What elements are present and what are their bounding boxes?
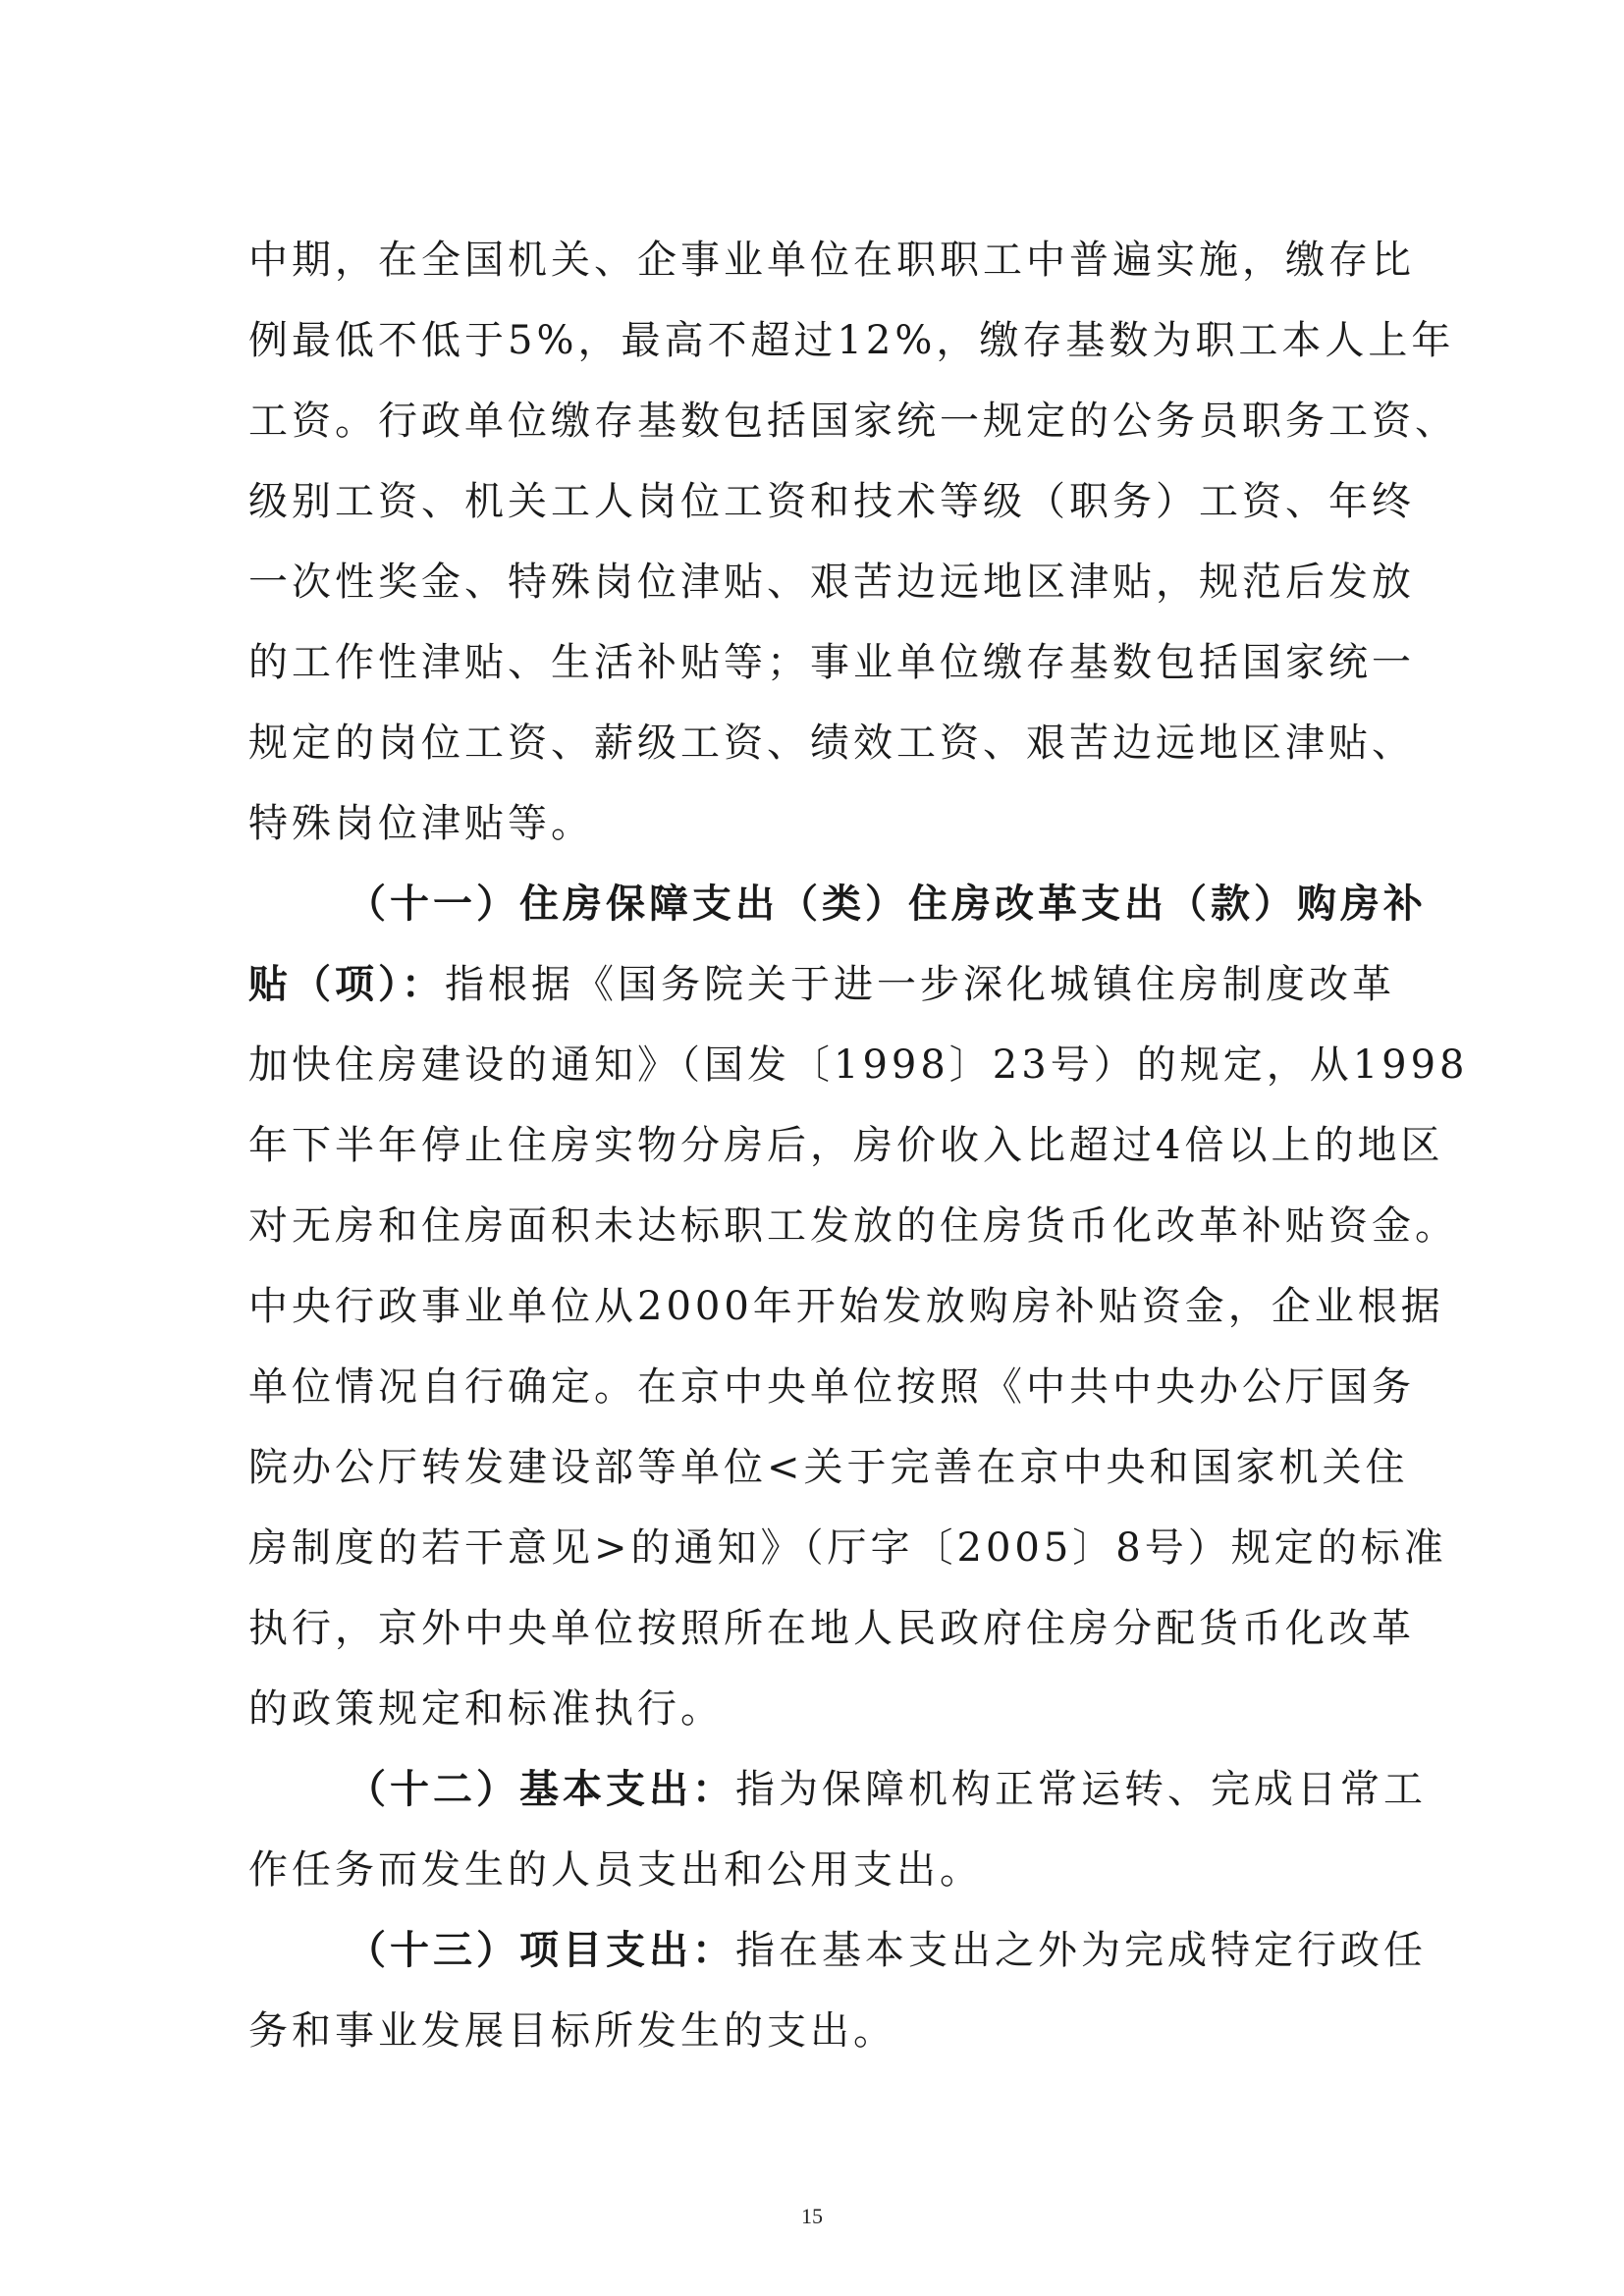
document-body	[248, 220, 1469, 2071]
section-11-heading: （十一）住房保障支出（类）住房改革支出（款）购房补	[347, 881, 1427, 927]
section-11-line: 房制度的若干意见>的通知》（厅字〔2005〕8号）规定的标准	[248, 1525, 1447, 1571]
section-13-line: 务和事业发展目标所发生的支出。	[248, 2008, 896, 2054]
paragraph-line: 级别工资、机关工人岗位工资和技术等级（职务）工资、年终	[248, 479, 1415, 524]
section-11-line: 院办公厅转发建设部等单位<关于完善在京中央和国家机关住	[248, 1445, 1409, 1490]
paragraph-line: 特殊岗位津贴等。	[248, 801, 594, 846]
section-13-line	[248, 1910, 1427, 1991]
section-11-line: 年下半年停止住房实物分房后，房价收入比超过4倍以上的地区	[248, 1123, 1444, 1168]
section-11-line: 对无房和住房面积未达标职工发放的住房货币化改革补贴资金。	[248, 1203, 1458, 1249]
section-11-heading-end: 贴（项）：	[248, 961, 445, 1007]
section-11-line: 中央行政事业单位从2000年开始发放购房补贴资金，企业根据	[248, 1284, 1444, 1329]
section-12-line: 作任务而发生的人员支出和公用支出。	[248, 1847, 983, 1893]
section-12-heading: （十二）基本支出：	[347, 1766, 735, 1812]
section-12-text: 指为保障机构正常运转、完成日常工	[735, 1767, 1427, 1812]
section-11-line: 加快住房建设的通知》（国发〔1998〕23号）的规定，从1998	[248, 1042, 1469, 1088]
section-11-line: 的政策规定和标准执行。	[248, 1686, 724, 1732]
page-number: 15	[801, 2204, 823, 2228]
section-11-text: 指根据《国务院关于进一步深化城镇住房制度改革	[445, 962, 1395, 1007]
paragraph-line: 中期，在全国机关、企事业单位在职职工中普遍实施，缴存比	[248, 238, 1415, 283]
paragraph-line: 的工作性津贴、生活补贴等；事业单位缴存基数包括国家统一	[248, 640, 1415, 685]
section-12-line	[248, 1749, 1427, 1830]
section-11-line	[248, 944, 1427, 1025]
paragraph-line: 工资。行政单位缴存基数包括国家统一规定的公务员职务工资、	[248, 399, 1458, 444]
paragraph-line: 例最低不低于5%，最高不超过12%，缴存基数为职工本人上年	[248, 318, 1455, 363]
paragraph-line: 规定的岗位工资、薪级工资、绩效工资、艰苦边远地区津贴、	[248, 721, 1415, 766]
paragraph-line: 一次性奖金、特殊岗位津贴、艰苦边远地区津贴，规范后发放	[248, 560, 1415, 605]
section-11-line: 执行，京外中央单位按照所在地人民政府住房分配货币化改革	[248, 1606, 1415, 1651]
section-11-line: 单位情况自行确定。在京中央单位按照《中共中央办公厅国务	[248, 1364, 1415, 1410]
section-13-heading: （十三）项目支出：	[347, 1927, 735, 1973]
section-13-text: 指在基本支出之外为完成特定行政任	[735, 1928, 1427, 1973]
